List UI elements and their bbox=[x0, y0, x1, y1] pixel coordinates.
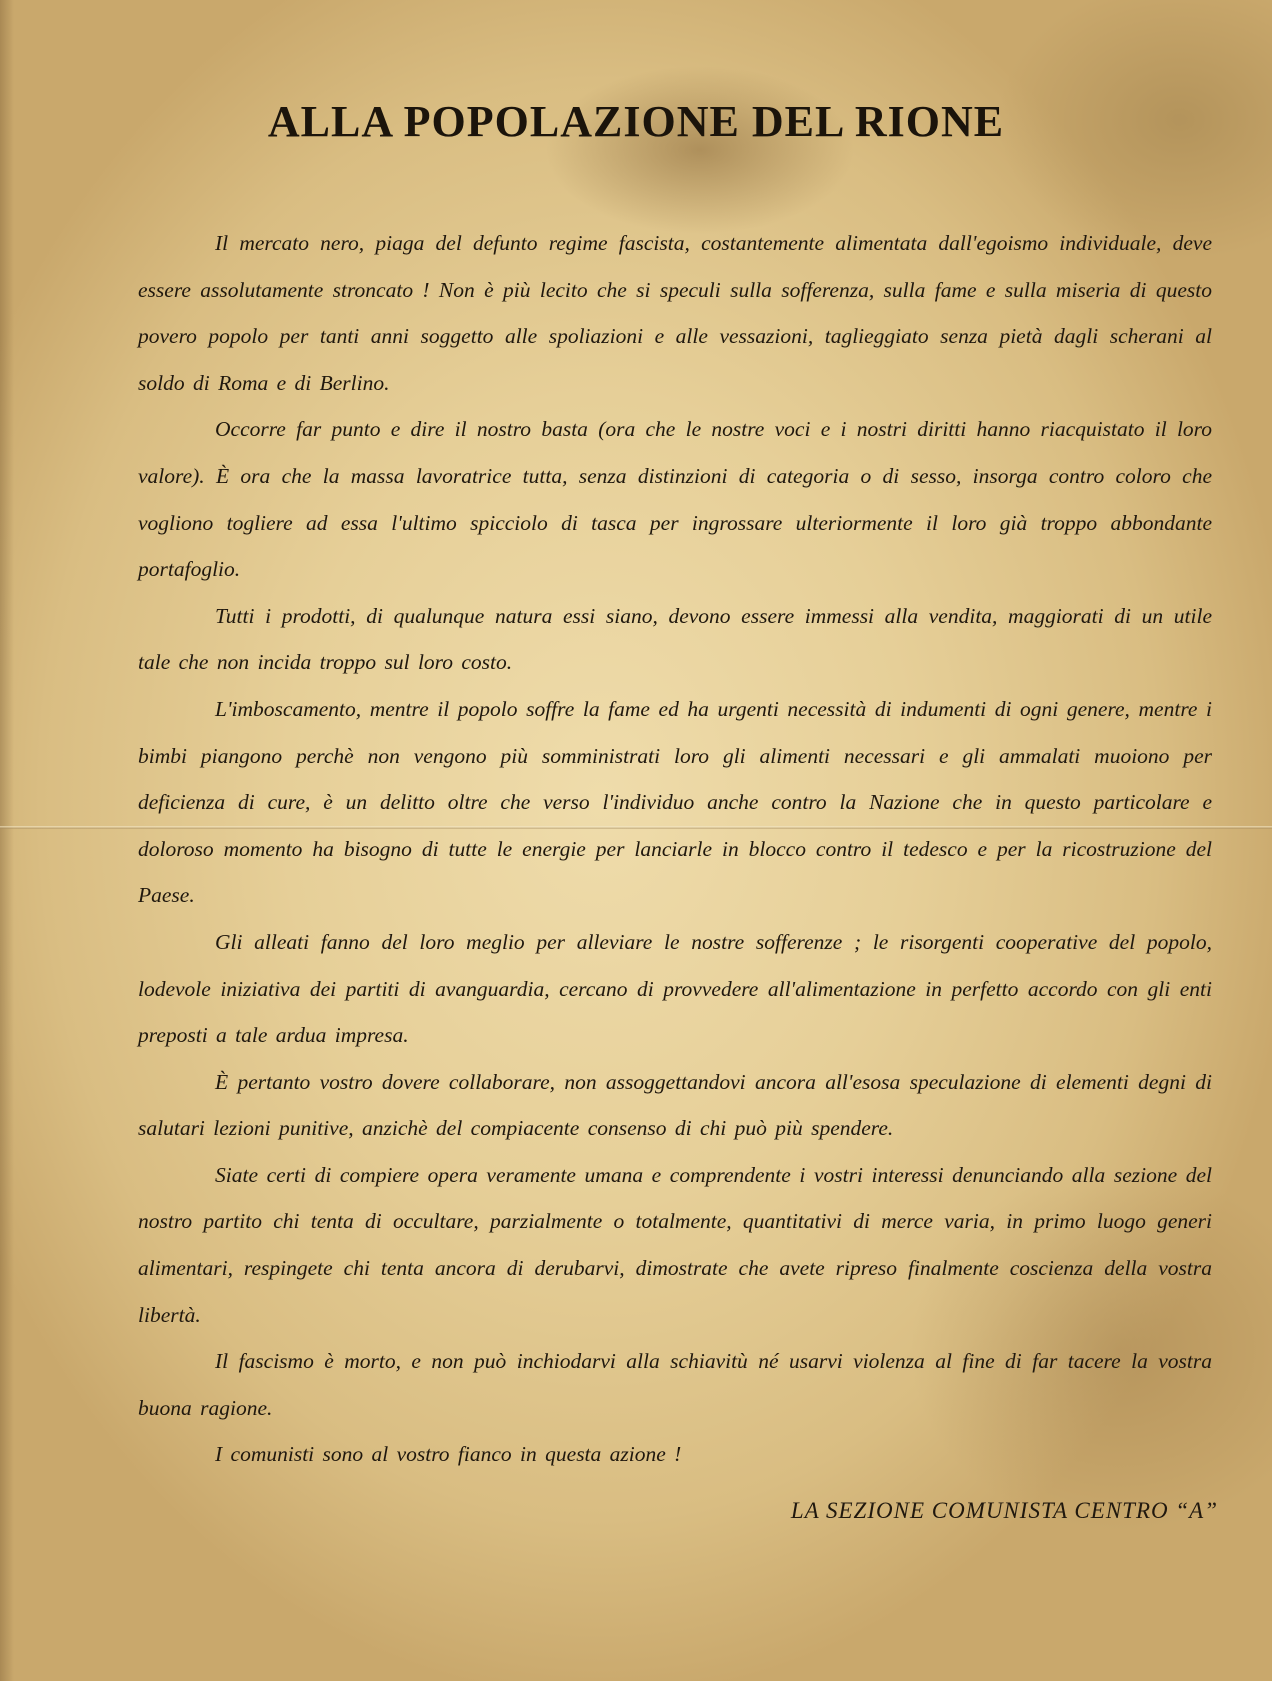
paragraph-9: I comunisti sono al vostro fianco in questa azione ! bbox=[215, 1442, 682, 1467]
paragraph-8: Il fascismo è morto, e non può inchiodarvi alla schiavitù né usarvi violenza al fine di far tacere la vostra buona ragione. bbox=[138, 1349, 1212, 1420]
signature: LA SEZIONE COMUNISTA CENTRO “A” bbox=[790, 1498, 1218, 1523]
paragraph-7: Siate certi di compiere opera veramente umana e comprendente i vostri interessi denunciando alla sezione del nostro partito chi tenta di occultare, parzialmente o totalmente, quantitativi di merce varia, in primo luogo generi alimentari, respingete chi tenta ancora di derubarvi, dimostrate che avete ripreso finalmente coscienza della vostra libertà. bbox=[138, 1162, 1212, 1327]
document-title: ALLA POPOLAZIONE DEL RIONE bbox=[267, 97, 1005, 146]
document-body bbox=[138, 220, 1212, 1478]
paragraph-4: L'imboscamento, mentre il popolo soffre la fame ed ha urgenti necessità di indumenti di ogni genere, mentre i bimbi piangono perchè non vengono più somministrati loro gli alimenti necessari e gli ammalati muoiono per deficienza di cure, è un delitto oltre che verso l'individuo anche contro la Nazione che in questo particolare e doloroso momento ha bisogno di tutte le energie per lanciarle in blocco contro il tedesco e per la ricostruzione del Paese. bbox=[138, 696, 1212, 908]
paragraph-1: Il mercato nero, piaga del defunto regime fascista, costantemente alimentata dall'egoismo individuale, deve essere assolutamente stroncato ! Non è più lecito che si speculi sulla sofferenza, sulla fame e sulla miseria di questo povero popolo per tanti anni soggetto alle spoliazioni e alle vessazioni, taglieggiato senza pietà dagli scherani al soldo di Roma e di Berlino. bbox=[138, 231, 1212, 395]
paragraph-6: È pertanto vostro dovere collaborare, non assoggettandovi ancora all'esosa speculazione di elementi degni di salutari lezioni punitive, anzichè del compiacente consenso di chi può più spendere. bbox=[138, 1069, 1212, 1141]
paragraph-5: Gli alleati fanno del loro meglio per alleviare le nostre sofferenze ; le risorgenti cooperative del popolo, lodevole iniziativa dei partiti di avanguardia, cercano di provvedere all'alimentazione in perfetto accordo con gli enti preposti a tale ardua impresa. bbox=[138, 929, 1212, 1048]
page-edge-shadow bbox=[0, 0, 14, 1681]
paragraph-2: Occorre far punto e dire il nostro basta (ora che le nostre voci e i nostri diritti hanno riacquistato il loro valore). È ora che la massa lavoratrice tutta, senza distinzioni di categoria o di sesso, insorga contro coloro che vogliono togliere ad essa l'ultimo spicciolo di tasca per ingrossare ulteriormente il loro già troppo abbondante portafoglio. bbox=[138, 417, 1212, 582]
paragraph-3: Tutti i prodotti, di qualunque natura essi siano, devono essere immessi alla vendita, maggiorati di un utile tale che non incida troppo sul loro costo. bbox=[138, 603, 1212, 675]
